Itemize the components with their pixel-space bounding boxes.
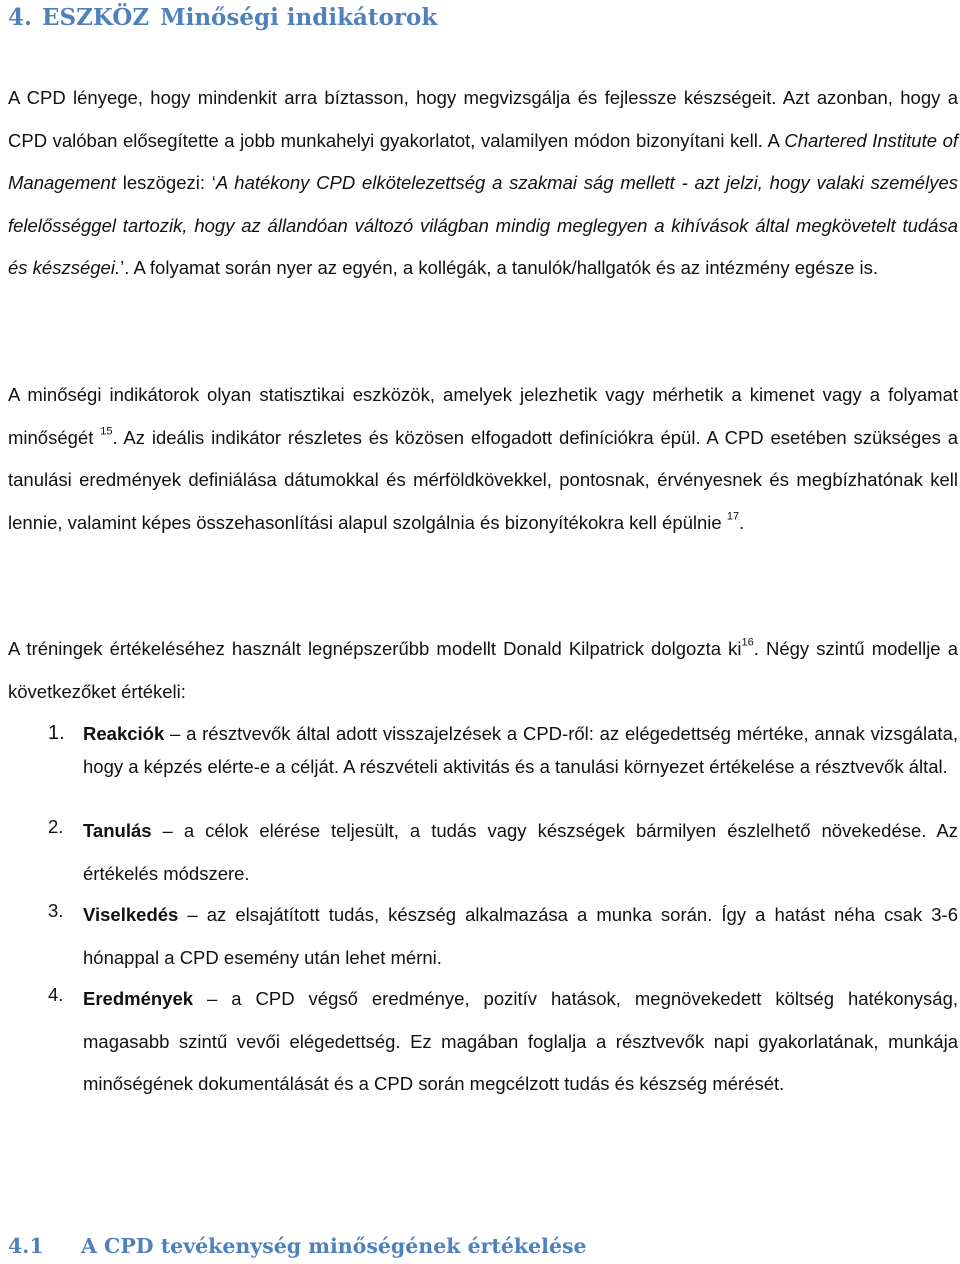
list-number: 3. xyxy=(48,900,64,921)
text-run: – a résztvevők által adott visszajelzések a CPD-ről: az elégedettség mértéke, annak vizsgálata, hogy a képzés elérte-e a célját. A részvételi aktivitás és a tanulási környezet értékelése a résztvevők által. xyxy=(83,723,958,777)
paragraph-cpd-intro xyxy=(8,77,958,290)
list-term: Tanulás xyxy=(83,820,152,841)
list-item-text xyxy=(83,894,958,979)
text-run: leszögezi: ‘ xyxy=(115,172,216,194)
section-number: 4. xyxy=(8,4,33,31)
text-run: . Négy szintű modellje a következőket értékeli: xyxy=(8,638,958,702)
list-number: 2. xyxy=(48,816,64,837)
section-title-word2: Minőségi indikátorok xyxy=(160,4,438,31)
text-run: ’. A folyamat során nyer az egyén, a kollégák, a tanulók/hallgatók és az intézmény egésze is. xyxy=(120,257,878,279)
list-term: Reakciók xyxy=(83,723,165,744)
subsection-title: A CPD tevékenység minőségének értékelése xyxy=(81,1234,587,1258)
list-item-text xyxy=(83,718,958,783)
text-run: – a célok elérése teljesült, a tudás vagy készségek bármilyen észlelhető növekedése. Az értékelés módszere. xyxy=(83,820,958,884)
list-term: Viselkedés xyxy=(83,904,179,925)
footnote-ref[interactable]: 17 xyxy=(726,510,740,523)
footnote-ref[interactable]: 16 xyxy=(741,636,754,649)
text-run: A CPD lényege, hogy mindenkit arra bíztasson, hogy megvizsgálja és fejlessze készségeit. Azt azonban, hogy a CPD valóban elősegítette a jobb munkahelyi gyakorlatot, valamilyen módon bizonyítani kell. A xyxy=(8,87,958,151)
list-item-text xyxy=(83,810,958,895)
list-item-text xyxy=(83,978,958,1106)
list-number: 4. xyxy=(48,984,64,1005)
quote-italic: A hatékony CPD elkötelezettség a szakmai ság mellett - azt jelzi, hogy valaki személyes felelősséggel tartozik, hogy az állandóan változó világban mindig meglegyen a kihívások által megkövetelt tudása és készségei. xyxy=(8,172,958,279)
text-run: . Az ideális indikátor részletes és közösen elfogadott definíciókra épül. A CPD esetében szükséges a tanulási eredmények definiálása dátumokkal és mérföldkövekkel, pontosnak, érvényesnek és megbízhatónak kell lennie, valamint képes összehasonlítási alapul szolgálnia és bizonyítékokra kell épülnie xyxy=(8,426,958,533)
text-run: – az elsajátított tudás, készség alkalmazása a munka során. Így a hatást néha csak 3-6 hónappal a CPD esemény után lehet mérni. xyxy=(83,904,958,968)
paragraph-kirkpatrick xyxy=(8,628,958,713)
text-run: A minőségi indikátorok olyan statisztikai eszközök, amelyek jelezhetik vagy mérhetik a kimenet vagy a folyamat minőségét xyxy=(8,384,958,448)
list-term: Eredmények xyxy=(83,988,194,1009)
institute-name: Chartered Institute of Management xyxy=(8,129,959,194)
text-run: A tréningek értékeléséhez használt legnépszerűbb modellt Donald Kilpatrick dolgozta ki xyxy=(8,638,742,659)
footnote-ref[interactable]: 15 xyxy=(100,425,113,438)
subsection-number: 4.1 xyxy=(8,1234,44,1258)
text-run: – a CPD végső eredménye, pozitív hatások, megnövekedett költség hatékonyság, magasabb szintű vevői elégedettség. Ez magában foglalja a résztvevők napi gyakorlatának, munkája minőségének dokumentálását és a CPD során megcélzott tudás és készség mérését. xyxy=(83,988,958,1094)
section-title-word1: ESZKÖZ xyxy=(42,4,150,31)
list-number: 1. xyxy=(48,722,65,744)
text-run: . xyxy=(739,511,745,533)
section-heading xyxy=(8,4,437,31)
subsection-heading xyxy=(8,1234,587,1258)
paragraph-indicators xyxy=(8,374,958,544)
